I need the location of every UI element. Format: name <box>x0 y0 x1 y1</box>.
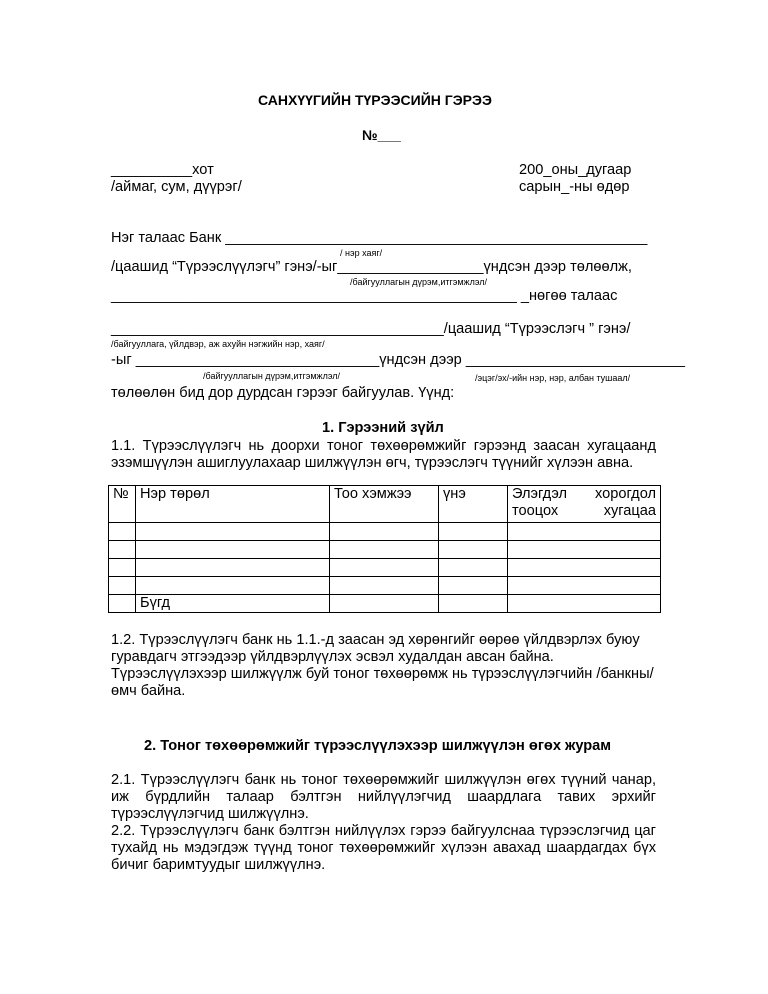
clause-1-1: 1.1. Түрээслүүлэгч нь доорхи тоног төхөөрөмжийг гэрээнд заасан хугацаанд эзэмшүүлэн ашиглуулахаар шилжүүлэн өгч, түрээслэгч түүнийг хүлээн авна. <box>111 438 656 471</box>
clause-2-1: 2.1. Түрээслүүлэгч банк нь тоног төхөөрөмжийг шилжүүлэн өгөх түүний чанар, иж бүрдлийн талаар бэлтгэн нийлүүлэгчид шаардлага тавих эрхийг түрээслүүлэгчид шилжүүлнэ. <box>111 772 656 822</box>
table-row <box>109 577 661 595</box>
party-hint-5b: /эцэг/эх/-ийн нэр, нэр, албан тушаал/ <box>475 373 631 383</box>
table-row <box>109 523 661 541</box>
party-hint-1: / нэр хаяг/ <box>340 248 383 258</box>
date-line: 200_оны_дугаар <box>519 162 632 178</box>
clause-2-2: 2.2. Түрээслүүлэгч банк бэлтгэн нийлүүлэх гэрээ байгуулснаа түрээслэгчид цаг тухайд нь мэдэгдэж түүнд тоног төхөөрөмжийг хүлээн авахад шаардагдах бүх бичиг баримтуудыг шилжүүлнэ. <box>111 823 656 873</box>
table-header-row <box>109 486 661 523</box>
party-line-1: Нэг талаас Банк ____________________________________________________ <box>111 230 648 246</box>
city-hint: /аймаг, сум, дүүрэг/ <box>111 179 242 195</box>
clause-1-2: 1.2. Түрээслүүлэгч банк нь 1.1.-д заасан эд хөрөнгийг өөрөө үйлдвэрлэх буюу гуравдагч этгээдээр үйлдвэрлүүлэх эсвэл худалдан авсан байна. Түрээслүүлэхээр шилжүүлж буй тоног төхөөрөмж нь түрээслүүлэгчийн /банкны/ өмч байна. <box>111 632 654 699</box>
party-hint-2: /байгууллагын дүрэм,итгэмжлэл/ <box>350 277 487 287</box>
section-1-heading: 1. Гэрээний зүйл <box>322 420 444 436</box>
party-hint-5a: /байгууллагын дүрэм,итгэмжлэл/ <box>203 371 340 381</box>
section-2-heading: 2. Тоног төхөөрөмжийг түрээслүүлэхээр шилжүүлэн өгөх журам <box>144 738 612 754</box>
party-line-3: __________________________________________________ _нөгөө талаас <box>111 288 618 304</box>
table-total-label: Бүгд <box>136 595 330 613</box>
table-row <box>109 559 661 577</box>
party-line-2: /цаашид “Түрээслүүлэгч” гэнэ/-ыг__________________үндсэн дээр төлөөлж, <box>111 259 632 275</box>
table-row <box>109 541 661 559</box>
party-line-6: төлөөлөн бид дор дурдсан гэрээг байгуулав. Үүнд: <box>111 385 455 401</box>
table-header-depreciation: Элэгдэл хорогдол тооцох хугацаа <box>508 486 661 523</box>
table-total-row <box>109 595 661 613</box>
table-header-name: Нэр төрөл <box>136 486 330 523</box>
party-line-5: -ыг ______________________________үндсэн дээр ___________________________ <box>111 352 685 368</box>
party-hint-4: /байгууллага, үйлдвэр, аж ахуйн нэгжийн нэр, хаяг/ <box>111 339 325 349</box>
table-header-quantity: Тоо хэмжээ <box>330 486 439 523</box>
date-line-2: сарын_-ны өдөр <box>519 179 630 195</box>
table-header-price: үнэ <box>439 486 508 523</box>
equipment-table <box>108 485 661 613</box>
document-title: САНХҮҮГИЙН ТҮРЭЭСИЙН ГЭРЭЭ <box>258 92 492 108</box>
city-line: __________хот <box>111 162 214 178</box>
party-line-4: _________________________________________/цаашид “Түрээслэгч ” гэнэ/ <box>111 321 631 337</box>
table-header-number: № <box>109 486 136 523</box>
contract-number: №___ <box>362 127 401 143</box>
